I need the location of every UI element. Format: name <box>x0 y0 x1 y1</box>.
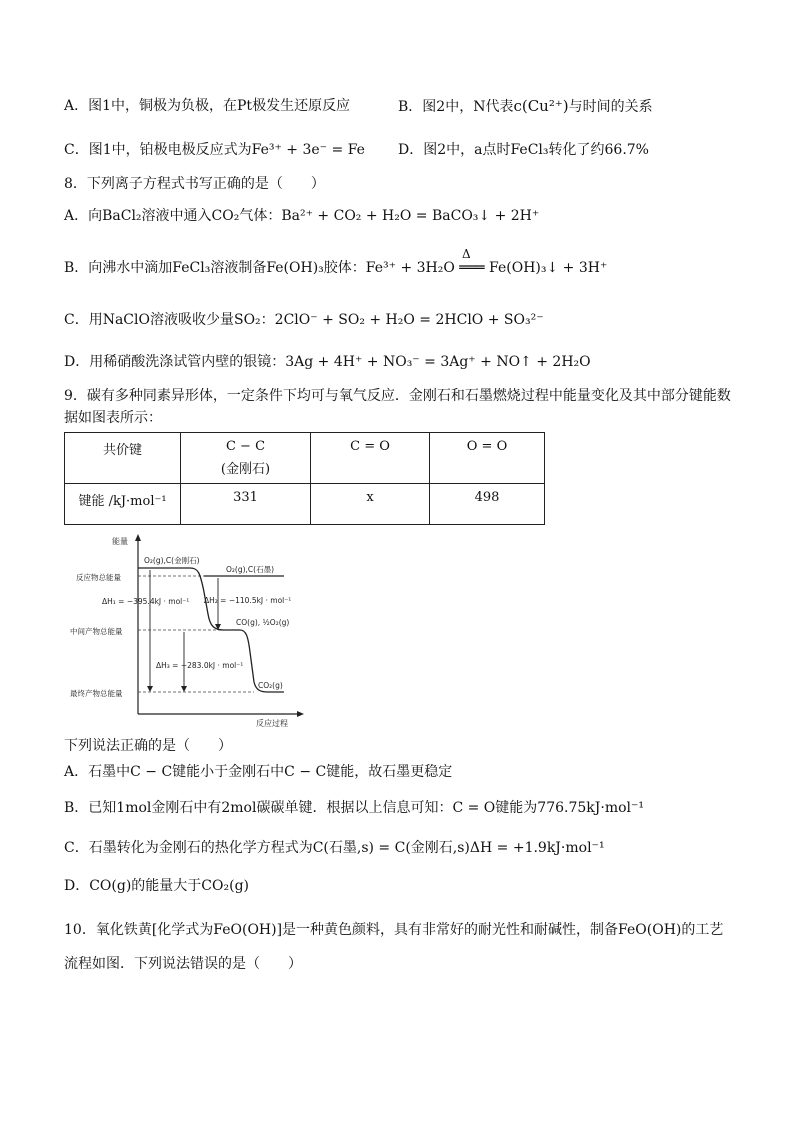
q8-option-a: A．向BaCl₂溶液中通入CO₂气体：Ba²⁺ + CO₂ + H₂O = BaCO₃↓ + 2H⁺ <box>64 208 540 224</box>
dh3-arrow-head <box>181 686 187 692</box>
energy-diagram <box>64 532 314 732</box>
q7-option-d: D．图2中，a点时FeCl₃转化了约66.7% <box>398 142 649 158</box>
q7-option-b-formula: c(Cu²⁺) <box>513 97 569 115</box>
dh1-label: ΔH₁ = −395.4kJ · mol⁻¹ <box>102 597 190 606</box>
q9-stem-line1: 9．碳有多种同素异形体，一定条件下均可与氧气反应．金刚石和石墨燃烧过程中能量变化及其中部分键能数 <box>64 388 731 404</box>
diamond-species-label: O₂(g),C(金刚石) <box>144 556 200 565</box>
bond-table-value-row <box>65 484 545 525</box>
q10-line2: 流程如图．下列说法错误的是（ ） <box>64 956 302 972</box>
bond-table-header-cc: C − C <box>225 439 266 454</box>
q8-option-d: D．用稀硝酸洗涤试管内壁的银镜：3Ag + 4H⁺ + NO₃⁻ = 3Ag⁺ + NO↑ + 2H₂O <box>64 354 591 370</box>
co-species-label: CO(g), ½O₂(g) <box>236 618 290 627</box>
q9-option-b: B．已知1mol金刚石中有2mol碳碳单键．根据以上信息可知：C = O键能为776.75kJ·mol⁻¹ <box>64 800 645 816</box>
q7-option-b-prefix: B．图2中，N代表 <box>398 99 514 115</box>
y-axis-label: 能量 <box>112 537 128 546</box>
q8-option-b: B．向沸水中滴加FeCl₃溶液制备Fe(OH)₃胶体：Fe³⁺ + 3H₂O ═══ Fe(OH)₃↓ + 3H⁺ <box>64 260 608 276</box>
level-final-label: 最终产物总能量 <box>70 689 123 698</box>
bond-table-header-cell: C = O <box>311 433 430 484</box>
level-reactants-label: 反应物总能量 <box>76 573 121 582</box>
q9-option-c: C．石墨转化为金刚石的热化学方程式为C(石墨,s) = C(金刚石,s)ΔH = +1.9kJ·mol⁻¹ <box>64 840 605 856</box>
dh3-label: ΔH₃ = −283.0kJ · mol⁻¹ <box>156 661 244 670</box>
q7-option-b <box>398 96 653 117</box>
q7-option-a: A．图1中，铜极为负极，在Pt极发生还原反应 <box>64 98 351 114</box>
bond-table-row-label: 键能 /kJ·mol⁻¹ <box>65 484 181 525</box>
co2-species-label: CO₂(g) <box>258 681 283 690</box>
bond-table-value-cell: x <box>311 484 430 525</box>
level-intermediate-label: 中间产物总能量 <box>70 627 123 636</box>
q10-line1: 10．氧化铁黄[化学式为FeO(OH)]是一种黄色颜料，具有非常好的耐光性和耐碱性，制备FeO(OH)的工艺 <box>64 922 724 938</box>
bond-energy-table <box>64 432 545 525</box>
dh1-arrow-head <box>147 686 153 692</box>
y-axis-arrow <box>135 534 141 541</box>
bond-table-header-cell: 共价键 <box>65 433 181 484</box>
q9-option-a: A．石墨中C − C键能小于金刚石中C − C键能，故石墨更稳定 <box>64 764 453 780</box>
dh2-label: ΔH₂ = −110.5kJ · mol⁻¹ <box>204 596 292 605</box>
q8-option-c: C．用NaClO溶液吸收少量SO₂：2ClO⁻ + SO₂ + H₂O = 2HClO + SO₃²⁻ <box>64 312 544 328</box>
q7-option-c: C．图1中，铂极电极反应式为Fe³⁺ + 3e⁻ = Fe <box>64 142 365 158</box>
x-axis-arrow <box>297 711 304 717</box>
bond-table-header-row <box>65 433 545 484</box>
q8-option-b-delta: Δ <box>462 247 471 261</box>
bond-table-header-cell <box>181 433 311 484</box>
q8-stem: 8．下列离子方程式书写正确的是（ ） <box>64 176 325 192</box>
q9-ask: 下列说法正确的是（ ） <box>64 738 232 754</box>
x-axis-label: 反应过程 <box>256 719 288 728</box>
q9-stem-line2: 据如图表所示： <box>64 410 162 426</box>
bond-table-header-cell: O = O <box>430 433 545 484</box>
graphite-species-label: O₂(g),C(石墨) <box>226 565 274 574</box>
q9-option-d: D．CO(g)的能量大于CO₂(g) <box>64 878 249 894</box>
bond-table-value-cell: 498 <box>430 484 545 525</box>
bond-table-header-note: (金刚石) <box>220 462 271 477</box>
bond-table-value-cell: 331 <box>181 484 311 525</box>
q7-option-b-suffix: 与时间的关系 <box>568 99 653 115</box>
